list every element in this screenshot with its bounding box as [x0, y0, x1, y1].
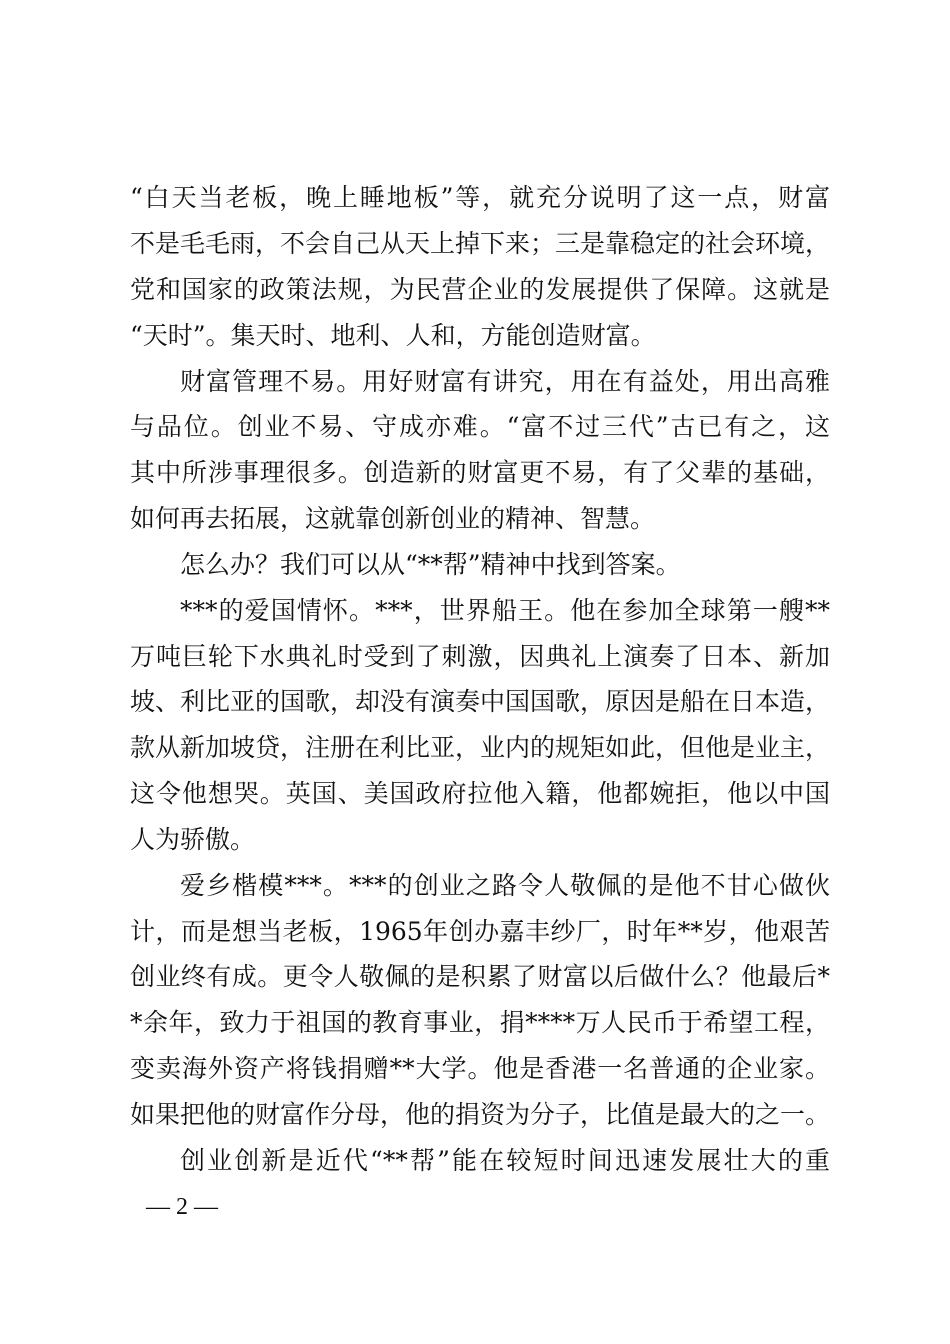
text-line: 万吨巨轮下水典礼时受到了刺激，因典礼上演奏了日本、新加 [130, 642, 830, 671]
text-line: *余年，致力于祖国的教育事业，捐****万人民币于希望工程， [130, 1008, 830, 1037]
text-line: 款从新加坡贷，注册在利比亚，业内的规矩如此，但他是业主， [130, 733, 831, 762]
text-line: 这令他想哭。英国、美国政府拉他入籍，他都婉拒，他以中国 [130, 779, 830, 808]
paragraph-first-line: 怎么办？我们可以从“**帮”精神中找到答案。 [180, 550, 681, 579]
text-line: “天时”。集天时、地利、人和，方能创造财富。 [130, 321, 656, 350]
text-line: 创业终有成。更令人敬佩的是积累了财富以后做什么？他最后* [130, 962, 830, 991]
text-line: “白天当老板，晚上睡地板”等，就充分说明了这一点，财富 [130, 183, 830, 212]
text-line: 变卖海外资产将钱捐赠**大学。他是香港一名普通的企业家。 [130, 1054, 830, 1083]
text-line: 如何再去拓展，这就靠创新创业的精神、智慧。 [130, 504, 656, 533]
text-line: 与品位。创业不易、守成亦难。“富不过三代”古已有之，这 [130, 412, 830, 441]
paragraph-first-line: ***的爱国情怀。***，世界船王。他在参加全球第一艘** [180, 596, 830, 625]
text-line: 党和国家的政策法规，为民营企业的发展提供了保障。这就是 [130, 275, 830, 304]
text-line: 坡、利比亚的国歌，却没有演奏中国国歌，原因是船在日本造， [130, 687, 831, 716]
text-line: 其中所涉事理很多。创造新的财富更不易，有了父辈的基础， [130, 458, 830, 487]
page-number: — 2 — [146, 1194, 218, 1220]
text-line: 不是毛毛雨，不会自己从天上掉下来；三是靠稳定的社会环境， [130, 229, 831, 258]
text-line: 人为骄傲。 [130, 825, 256, 854]
paragraph-first-line: 财富管理不易。用好财富有讲究，用在有益处，用出高雅 [180, 367, 830, 396]
text-line: 计，而是想当老板，1965年创办嘉丰纱厂，时年**岁，他艰苦 [130, 917, 830, 946]
paragraph-first-line: 爱乡楷模***。***的创业之路令人敬佩的是他不甘心做伙 [180, 871, 830, 900]
text-line: 如果把他的财富作分母，他的捐资为分子，比值是最大的之一。 [130, 1100, 831, 1129]
paragraph-first-line: 创业创新是近代“**帮”能在较短时间迅速发展壮大的重 [180, 1146, 830, 1175]
